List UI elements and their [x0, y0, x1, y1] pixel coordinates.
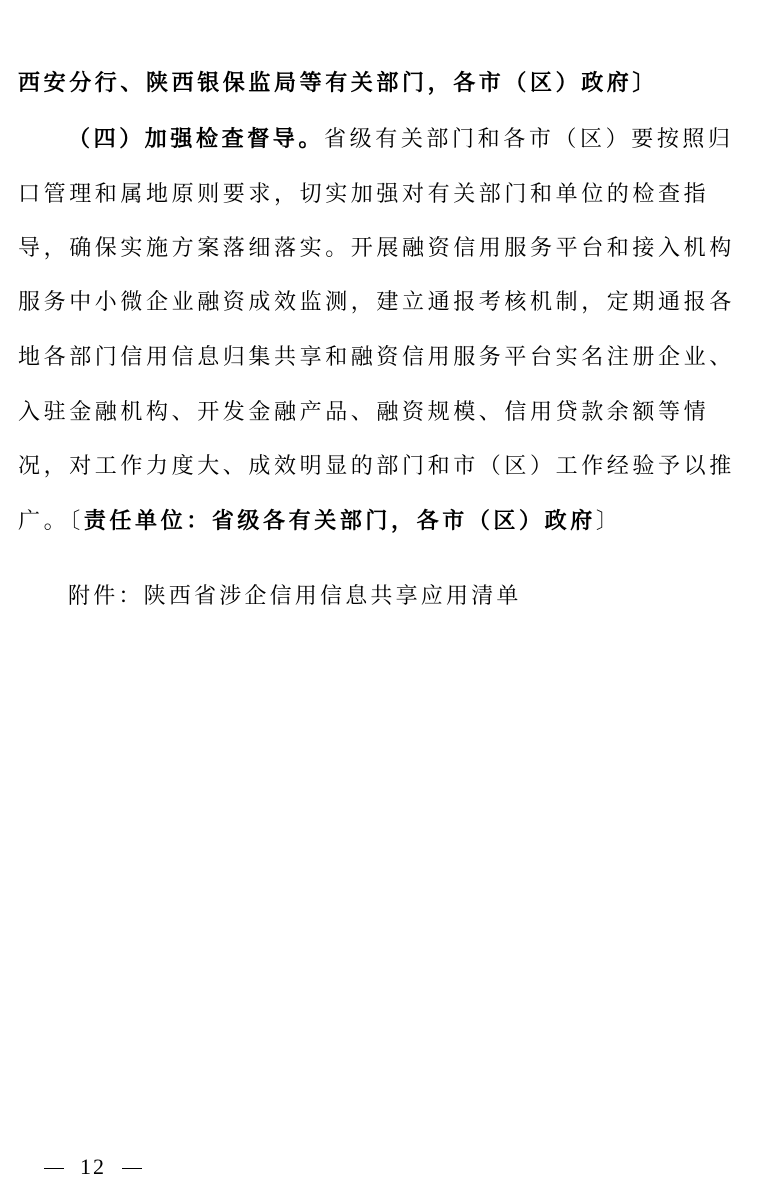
- paragraph-2-line-1-rest: 省级有关部门和各市（区）要按照归: [324, 127, 734, 152]
- section-heading: （四）加强检查督导。: [68, 126, 325, 152]
- paragraph-2-line-2: 口管理和属地原则要求，切实加强对有关部门和单位的检查指: [18, 182, 710, 207]
- attachment-line: 附件：陕西省涉企信用信息共享应用清单: [68, 584, 522, 609]
- page-number-right-dash: [122, 1168, 142, 1169]
- page-number-left-dash: [44, 1168, 64, 1169]
- page-number-footer: [44, 1152, 142, 1182]
- paragraph-2-line-7: 况，对工作力度大、成效明显的部门和市（区）工作经验予以推: [18, 454, 735, 479]
- page-number: 12: [80, 1154, 106, 1179]
- paragraph-2-line-1: [68, 124, 752, 155]
- paragraph-2-line-3: 导，确保实施方案落细落实。开展融资信用服务平台和接入机构: [18, 236, 735, 261]
- paragraph-2-line-4: 服务中小微企业融资成效监测，建立通报考核机制，定期通报各: [18, 290, 735, 315]
- responsibility-unit-text: 责任单位：省级各有关部门，各市（区）政府: [83, 508, 596, 534]
- paragraph-2-line-5: 地各部门信用信息归集共享和融资信用服务平台实名注册企业、: [18, 345, 735, 370]
- paragraph-2-line-8: [18, 506, 752, 537]
- paragraph-2-line-6: 入驻金融机构、开发金融产品、融资规模、信用贷款余额等情: [18, 400, 710, 425]
- paragraph-2-line-8-end: 〕: [595, 509, 622, 534]
- paragraph-1-line-1: [18, 68, 752, 99]
- paragraph-2-line-8-start: 广。〔: [18, 509, 84, 534]
- responsibility-text: 西安分行、陕西银保监局等有关部门，各市（区）政府〕: [18, 70, 659, 96]
